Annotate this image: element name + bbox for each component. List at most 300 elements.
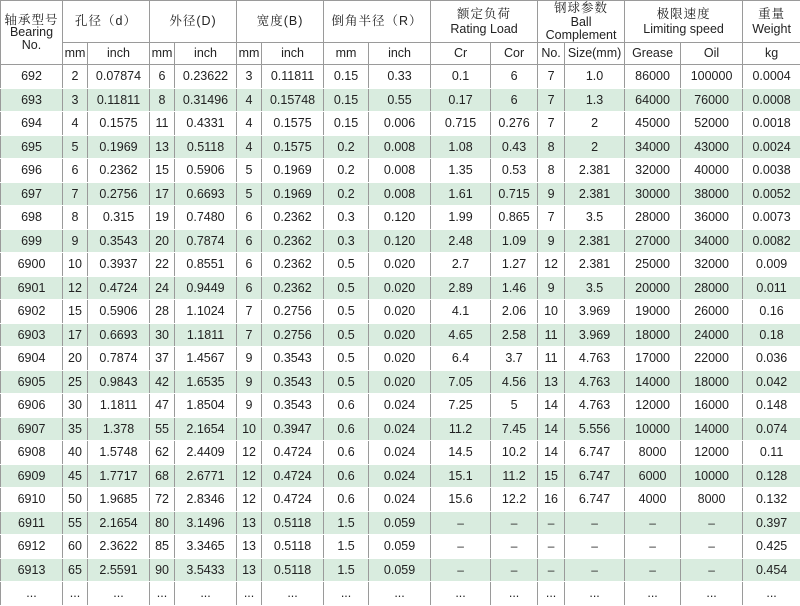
table-cell: 0.6 bbox=[324, 488, 369, 512]
table-cell: 24000 bbox=[681, 323, 743, 347]
table-cell: 6912 bbox=[1, 535, 63, 559]
table-cell: 4.56 bbox=[491, 370, 538, 394]
table-cell: 4.763 bbox=[565, 394, 625, 418]
table-cell: 7 bbox=[538, 112, 565, 136]
table-row bbox=[1, 347, 800, 371]
table-row bbox=[1, 464, 800, 488]
table-cell: 25 bbox=[63, 370, 88, 394]
table-cell: 0.008 bbox=[369, 182, 431, 206]
table-cell: 3.3465 bbox=[175, 535, 237, 559]
table-cell: 18000 bbox=[681, 370, 743, 394]
table-cell: 0.6 bbox=[324, 417, 369, 441]
subheader-cell: inch bbox=[262, 43, 324, 65]
table-cell: 2.381 bbox=[565, 229, 625, 253]
table-cell: 10 bbox=[63, 253, 88, 277]
table-cell: 26000 bbox=[681, 300, 743, 324]
table-cell: 3.5 bbox=[565, 276, 625, 300]
table-cell: 11 bbox=[538, 323, 565, 347]
table-body bbox=[1, 65, 800, 606]
table-row bbox=[1, 229, 800, 253]
table-cell: 0.074 bbox=[743, 417, 800, 441]
table-cell: ... bbox=[431, 582, 491, 606]
table-cell: 7 bbox=[538, 65, 565, 89]
table-cell: 0.3543 bbox=[262, 347, 324, 371]
table-cell: 14000 bbox=[681, 417, 743, 441]
table-cell: 0.4724 bbox=[262, 441, 324, 465]
table-row bbox=[1, 558, 800, 582]
table-cell: 0.3543 bbox=[262, 394, 324, 418]
table-cell: – bbox=[538, 558, 565, 582]
table-cell: 1.5 bbox=[324, 511, 369, 535]
table-cell: 10.2 bbox=[491, 441, 538, 465]
table-cell: 15 bbox=[538, 464, 565, 488]
table-cell: 1.378 bbox=[88, 417, 150, 441]
table-cell: 6 bbox=[491, 65, 538, 89]
table-cell: 4.763 bbox=[565, 347, 625, 371]
table-cell: 0.17 bbox=[431, 88, 491, 112]
table-header bbox=[1, 1, 800, 65]
table-cell: 9 bbox=[237, 394, 262, 418]
table-cell: 30 bbox=[63, 394, 88, 418]
table-cell: 1.9685 bbox=[88, 488, 150, 512]
table-cell: 52000 bbox=[681, 112, 743, 136]
table-cell: 0.3 bbox=[324, 229, 369, 253]
subheader-cell: Cr bbox=[431, 43, 491, 65]
table-cell: 18000 bbox=[625, 323, 681, 347]
header-rating-load: 额定负荷 Rating Load bbox=[431, 1, 538, 43]
table-cell: 60 bbox=[63, 535, 88, 559]
table-cell: 7.05 bbox=[431, 370, 491, 394]
subheader-cell: mm bbox=[324, 43, 369, 65]
table-cell: 0.15 bbox=[324, 112, 369, 136]
table-cell: 0.6693 bbox=[88, 323, 150, 347]
table-cell: 693 bbox=[1, 88, 63, 112]
table-cell: 45 bbox=[63, 464, 88, 488]
table-cell: 4 bbox=[237, 112, 262, 136]
table-cell: 0.715 bbox=[431, 112, 491, 136]
table-cell: 12 bbox=[237, 441, 262, 465]
table-cell: 0.2 bbox=[324, 159, 369, 183]
table-cell: 1.46 bbox=[491, 276, 538, 300]
table-cell: 0.5 bbox=[324, 370, 369, 394]
table-cell: 30000 bbox=[625, 182, 681, 206]
table-cell: 5 bbox=[237, 159, 262, 183]
table-cell: 0.3937 bbox=[88, 253, 150, 277]
header-weight: 重量 Weight bbox=[743, 1, 800, 43]
table-cell: 5 bbox=[237, 182, 262, 206]
table-cell: 20 bbox=[150, 229, 175, 253]
table-row bbox=[1, 441, 800, 465]
table-cell: ... bbox=[1, 582, 63, 606]
table-cell: 7 bbox=[63, 182, 88, 206]
header-width: 宽度(B) bbox=[237, 1, 324, 43]
subheader-cell: Oil bbox=[681, 43, 743, 65]
table-cell: 64000 bbox=[625, 88, 681, 112]
subheader-cell: No. bbox=[538, 43, 565, 65]
table-cell: 7 bbox=[237, 300, 262, 324]
table-cell: 6 bbox=[150, 65, 175, 89]
table-cell: 0.059 bbox=[369, 558, 431, 582]
table-cell: 17 bbox=[63, 323, 88, 347]
table-cell: 0.07874 bbox=[88, 65, 150, 89]
table-cell: 55 bbox=[150, 417, 175, 441]
table-cell: 0.024 bbox=[369, 488, 431, 512]
table-cell: 0.020 bbox=[369, 370, 431, 394]
subheader-cell: Grease bbox=[625, 43, 681, 65]
table-cell: 0.5118 bbox=[262, 558, 324, 582]
table-cell: 0.2756 bbox=[88, 182, 150, 206]
table-cell: 1.5 bbox=[324, 535, 369, 559]
table-cell: 6908 bbox=[1, 441, 63, 465]
table-cell: 12 bbox=[237, 488, 262, 512]
table-cell: 9 bbox=[538, 182, 565, 206]
header-bore: 孔径（d） bbox=[63, 1, 150, 43]
table-cell: 0.4724 bbox=[88, 276, 150, 300]
table-cell: 0.15 bbox=[324, 88, 369, 112]
table-cell: 12000 bbox=[625, 394, 681, 418]
table-cell: 11.2 bbox=[431, 417, 491, 441]
table-cell: 0.9449 bbox=[175, 276, 237, 300]
header-chamfer: 倒角半径（R） bbox=[324, 1, 431, 43]
table-cell: 2.5591 bbox=[88, 558, 150, 582]
table-cell: – bbox=[565, 558, 625, 582]
table-cell: 34000 bbox=[625, 135, 681, 159]
table-cell: 6904 bbox=[1, 347, 63, 371]
table-cell: 1.5748 bbox=[88, 441, 150, 465]
table-cell: ... bbox=[88, 582, 150, 606]
table-cell: 15 bbox=[63, 300, 88, 324]
subheader-cell: inch bbox=[88, 43, 150, 65]
table-cell: – bbox=[565, 535, 625, 559]
table-cell: 4000 bbox=[625, 488, 681, 512]
table-cell: 6906 bbox=[1, 394, 63, 418]
table-cell: 32000 bbox=[681, 253, 743, 277]
table-cell: 0.148 bbox=[743, 394, 800, 418]
table-cell: 2.381 bbox=[565, 159, 625, 183]
table-cell: 0.120 bbox=[369, 229, 431, 253]
table-cell: 37 bbox=[150, 347, 175, 371]
table-cell: 2.381 bbox=[565, 253, 625, 277]
table-cell: 0.23622 bbox=[175, 65, 237, 89]
table-cell: 0.0082 bbox=[743, 229, 800, 253]
table-cell: 3.5433 bbox=[175, 558, 237, 582]
table-cell: 0.008 bbox=[369, 135, 431, 159]
table-cell: 28 bbox=[150, 300, 175, 324]
table-cell: 0.4724 bbox=[262, 488, 324, 512]
table-cell: 13 bbox=[237, 535, 262, 559]
table-cell: 692 bbox=[1, 65, 63, 89]
table-row bbox=[1, 88, 800, 112]
subheader-cell: Cor bbox=[491, 43, 538, 65]
table-cell: 3.5 bbox=[565, 206, 625, 230]
table-cell: – bbox=[625, 511, 681, 535]
table-cell: 0.11 bbox=[743, 441, 800, 465]
table-cell: 0.0024 bbox=[743, 135, 800, 159]
table-cell: 0.0038 bbox=[743, 159, 800, 183]
subheader-cell: Size(mm) bbox=[565, 43, 625, 65]
table-cell: 0.011 bbox=[743, 276, 800, 300]
table-cell: 6903 bbox=[1, 323, 63, 347]
table-cell: 0.5 bbox=[324, 276, 369, 300]
table-cell: 72 bbox=[150, 488, 175, 512]
header-bearing-no bbox=[1, 1, 63, 65]
table-cell: 0.454 bbox=[743, 558, 800, 582]
table-cell: 0.31496 bbox=[175, 88, 237, 112]
table-cell: 0.3543 bbox=[88, 229, 150, 253]
table-cell: 2.8346 bbox=[175, 488, 237, 512]
table-cell: 0.7480 bbox=[175, 206, 237, 230]
table-cell: – bbox=[681, 535, 743, 559]
table-cell: 35 bbox=[63, 417, 88, 441]
table-cell: 0.7874 bbox=[88, 347, 150, 371]
table-cell: 0.5 bbox=[324, 300, 369, 324]
table-cell: 2 bbox=[63, 65, 88, 89]
table-cell: 10 bbox=[538, 300, 565, 324]
table-cell: 50 bbox=[63, 488, 88, 512]
table-cell: 6901 bbox=[1, 276, 63, 300]
table-cell: 2.06 bbox=[491, 300, 538, 324]
table-cell: 80 bbox=[150, 511, 175, 535]
table-cell: 10000 bbox=[681, 464, 743, 488]
table-cell: 62 bbox=[150, 441, 175, 465]
table-cell: ... bbox=[262, 582, 324, 606]
table-cell: 699 bbox=[1, 229, 63, 253]
table-row bbox=[1, 582, 800, 606]
table-cell: 3 bbox=[237, 65, 262, 89]
table-cell: 11.2 bbox=[491, 464, 538, 488]
subheader-cell: mm bbox=[63, 43, 88, 65]
table-cell: 0.5118 bbox=[175, 135, 237, 159]
table-cell: 0.036 bbox=[743, 347, 800, 371]
table-cell: 4.1 bbox=[431, 300, 491, 324]
table-cell: 47 bbox=[150, 394, 175, 418]
table-cell: 0.3543 bbox=[262, 370, 324, 394]
table-cell: 0.020 bbox=[369, 300, 431, 324]
table-cell: 6.747 bbox=[565, 441, 625, 465]
table-cell: 9 bbox=[538, 276, 565, 300]
table-cell: 0.024 bbox=[369, 464, 431, 488]
table-cell: 0.11811 bbox=[88, 88, 150, 112]
table-cell: – bbox=[491, 558, 538, 582]
table-cell: 0.6 bbox=[324, 464, 369, 488]
table-cell: 9 bbox=[63, 229, 88, 253]
table-cell: 6 bbox=[237, 206, 262, 230]
table-cell: 0.43 bbox=[491, 135, 538, 159]
table-cell: 4 bbox=[63, 112, 88, 136]
table-cell: 0.128 bbox=[743, 464, 800, 488]
table-cell: 5.556 bbox=[565, 417, 625, 441]
table-cell: 0.15748 bbox=[262, 88, 324, 112]
table-cell: 4 bbox=[237, 135, 262, 159]
table-cell: 1.7717 bbox=[88, 464, 150, 488]
header-outer-diameter: 外径(D) bbox=[150, 1, 237, 43]
table-cell: 0.024 bbox=[369, 417, 431, 441]
table-cell: 36000 bbox=[681, 206, 743, 230]
header-ball-complement: 钢球参数 Ball Complement bbox=[538, 1, 625, 43]
table-cell: 3.969 bbox=[565, 300, 625, 324]
table-cell: 8 bbox=[538, 135, 565, 159]
table-cell: 20 bbox=[63, 347, 88, 371]
table-cell: 3.969 bbox=[565, 323, 625, 347]
table-cell: 0.059 bbox=[369, 535, 431, 559]
table-cell: 1.5 bbox=[324, 558, 369, 582]
table-cell: 1.61 bbox=[431, 182, 491, 206]
table-row bbox=[1, 370, 800, 394]
table-cell: 0.18 bbox=[743, 323, 800, 347]
table-cell: 12.2 bbox=[491, 488, 538, 512]
table-cell: 16 bbox=[538, 488, 565, 512]
table-cell: 6 bbox=[491, 88, 538, 112]
table-cell: ... bbox=[625, 582, 681, 606]
table-cell: 0.6 bbox=[324, 441, 369, 465]
table-cell: 0.1969 bbox=[262, 159, 324, 183]
table-cell: 0.276 bbox=[491, 112, 538, 136]
table-cell: – bbox=[491, 535, 538, 559]
table-cell: 0.33 bbox=[369, 65, 431, 89]
table-cell: 2.381 bbox=[565, 182, 625, 206]
table-cell: 0.6 bbox=[324, 394, 369, 418]
table-cell: 34000 bbox=[681, 229, 743, 253]
table-cell: 90 bbox=[150, 558, 175, 582]
table-cell: 0.425 bbox=[743, 535, 800, 559]
table-cell: 5 bbox=[63, 135, 88, 159]
table-cell: ... bbox=[538, 582, 565, 606]
table-cell: ... bbox=[491, 582, 538, 606]
table-cell: 2.7 bbox=[431, 253, 491, 277]
table-cell: 0.2362 bbox=[88, 159, 150, 183]
table-cell: 4.65 bbox=[431, 323, 491, 347]
table-cell: 1.09 bbox=[491, 229, 538, 253]
table-cell: 30 bbox=[150, 323, 175, 347]
table-cell: 13 bbox=[237, 511, 262, 535]
table-cell: 20000 bbox=[625, 276, 681, 300]
table-cell: 40 bbox=[63, 441, 88, 465]
table-cell: 1.08 bbox=[431, 135, 491, 159]
table-cell: 45000 bbox=[625, 112, 681, 136]
table-cell: 0.042 bbox=[743, 370, 800, 394]
table-cell: 15 bbox=[150, 159, 175, 183]
table-cell: 11 bbox=[150, 112, 175, 136]
table-row bbox=[1, 511, 800, 535]
table-cell: 0.8551 bbox=[175, 253, 237, 277]
table-cell: 0.5118 bbox=[262, 535, 324, 559]
table-cell: 1.27 bbox=[491, 253, 538, 277]
table-cell: 1.8504 bbox=[175, 394, 237, 418]
table-row bbox=[1, 276, 800, 300]
subheader-cell: mm bbox=[150, 43, 175, 65]
table-cell: 0.53 bbox=[491, 159, 538, 183]
table-cell: 2.48 bbox=[431, 229, 491, 253]
table-cell: 0.120 bbox=[369, 206, 431, 230]
table-cell: 14000 bbox=[625, 370, 681, 394]
table-cell: 25000 bbox=[625, 253, 681, 277]
table-cell: 0.132 bbox=[743, 488, 800, 512]
table-cell: 17 bbox=[150, 182, 175, 206]
table-cell: 0.020 bbox=[369, 323, 431, 347]
table-cell: 9 bbox=[538, 229, 565, 253]
table-cell: 11 bbox=[538, 347, 565, 371]
table-cell: 0.3 bbox=[324, 206, 369, 230]
table-cell: 0.5906 bbox=[175, 159, 237, 183]
table-cell: 0.16 bbox=[743, 300, 800, 324]
table-cell: 0.1575 bbox=[262, 112, 324, 136]
header-bearing-no-abbr: No. bbox=[22, 38, 41, 52]
table-cell: 6905 bbox=[1, 370, 63, 394]
table-cell: 0.009 bbox=[743, 253, 800, 277]
header-limiting-speed: 极限速度 Limiting speed bbox=[625, 1, 743, 43]
table-cell: 10000 bbox=[625, 417, 681, 441]
table-row bbox=[1, 206, 800, 230]
table-cell: ... bbox=[369, 582, 431, 606]
table-cell: 0.2 bbox=[324, 135, 369, 159]
table-cell: 0.2362 bbox=[262, 229, 324, 253]
table-cell: 6.747 bbox=[565, 488, 625, 512]
table-cell: 4.763 bbox=[565, 370, 625, 394]
table-cell: 6902 bbox=[1, 300, 63, 324]
table-cell: 10 bbox=[237, 417, 262, 441]
table-cell: 0.2756 bbox=[262, 323, 324, 347]
table-cell: ... bbox=[237, 582, 262, 606]
table-cell: 14 bbox=[538, 441, 565, 465]
table-cell: 100000 bbox=[681, 65, 743, 89]
table-cell: 1.0 bbox=[565, 65, 625, 89]
table-cell: 2.1654 bbox=[175, 417, 237, 441]
table-cell: 12000 bbox=[681, 441, 743, 465]
table-cell: 8 bbox=[150, 88, 175, 112]
table-cell: 9 bbox=[237, 347, 262, 371]
table-cell: 3.1496 bbox=[175, 511, 237, 535]
table-cell: 1.3 bbox=[565, 88, 625, 112]
table-cell: 694 bbox=[1, 112, 63, 136]
table-cell: 14 bbox=[538, 394, 565, 418]
table-cell: 0.6693 bbox=[175, 182, 237, 206]
table-cell: 68 bbox=[150, 464, 175, 488]
table-cell: 0.315 bbox=[88, 206, 150, 230]
table-cell: – bbox=[431, 511, 491, 535]
table-cell: 43000 bbox=[681, 135, 743, 159]
table-cell: 698 bbox=[1, 206, 63, 230]
table-cell: ... bbox=[565, 582, 625, 606]
table-cell: 76000 bbox=[681, 88, 743, 112]
table-cell: – bbox=[625, 535, 681, 559]
table-cell: 0.0073 bbox=[743, 206, 800, 230]
table-cell: 1.6535 bbox=[175, 370, 237, 394]
table-cell: 0.2362 bbox=[262, 276, 324, 300]
table-cell: 16000 bbox=[681, 394, 743, 418]
table-cell: 6.4 bbox=[431, 347, 491, 371]
table-cell: – bbox=[431, 535, 491, 559]
table-cell: 0.5 bbox=[324, 347, 369, 371]
table-cell: 2.1654 bbox=[88, 511, 150, 535]
table-cell: 0.5 bbox=[324, 253, 369, 277]
table-cell: 0.715 bbox=[491, 182, 538, 206]
table-cell: 6910 bbox=[1, 488, 63, 512]
table-cell: – bbox=[491, 511, 538, 535]
table-cell: 6909 bbox=[1, 464, 63, 488]
table-cell: 19000 bbox=[625, 300, 681, 324]
table-row bbox=[1, 253, 800, 277]
table-row bbox=[1, 323, 800, 347]
table-cell: 86000 bbox=[625, 65, 681, 89]
table-cell: 0.020 bbox=[369, 276, 431, 300]
table-cell: 14.5 bbox=[431, 441, 491, 465]
table-row bbox=[1, 182, 800, 206]
table-cell: 0.2 bbox=[324, 182, 369, 206]
table-cell: 0.1575 bbox=[262, 135, 324, 159]
table-cell: ... bbox=[681, 582, 743, 606]
table-row bbox=[1, 535, 800, 559]
table-cell: 6900 bbox=[1, 253, 63, 277]
